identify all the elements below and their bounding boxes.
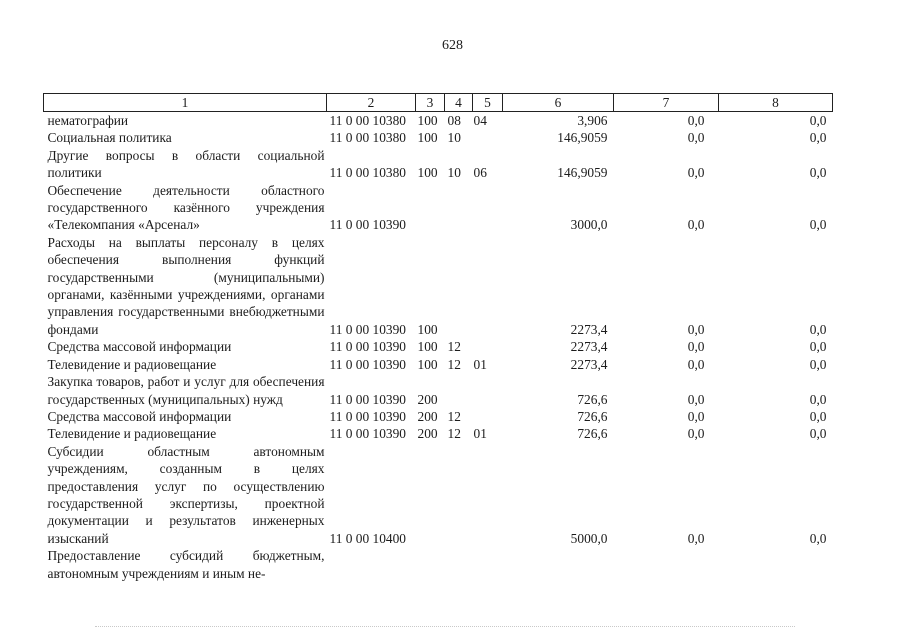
row-name: Обеспечение деятельности областного государственного казённого учреждения «Телекомпания «Арсенал»	[47, 182, 325, 233]
row-amount-col8	[719, 547, 833, 582]
row-expense-type-code: 200	[417, 408, 438, 424]
row-expense-type-code	[416, 182, 445, 234]
table-row	[44, 182, 833, 234]
row-subsection-code: 04	[473, 113, 487, 128]
row-amount-col8: 0,0	[809, 130, 827, 146]
table-row	[44, 147, 833, 182]
table-row	[44, 356, 833, 373]
row-expense-type-code	[416, 547, 445, 582]
row-subsection-code	[473, 182, 503, 234]
row-amount-col8: 0,0	[809, 339, 827, 355]
row-target-article-code: 11 0 00 10380	[329, 113, 406, 128]
row-section-code	[445, 182, 473, 234]
row-subsection-code	[473, 547, 503, 582]
row-section-code: 12	[447, 408, 461, 424]
row-amount-col6: 3000,0	[570, 217, 608, 233]
row-section-code	[445, 234, 473, 338]
row-expense-type-code: 100	[417, 339, 438, 355]
row-target-article-code: 11 0 00 10390	[329, 391, 406, 407]
row-amount-col8: 0,0	[809, 321, 827, 337]
row-section-code: 08	[447, 113, 461, 128]
row-subsection-code: 01	[473, 426, 487, 442]
row-target-article-code: 11 0 00 10390	[329, 426, 406, 442]
row-subsection-code	[473, 338, 503, 355]
row-amount-col6	[503, 547, 614, 582]
header-row	[44, 94, 833, 112]
header-col-3: 3	[416, 94, 445, 112]
header-col-5: 5	[473, 94, 503, 112]
row-name: Субсидии областным автономным учреждениям, созданным в целях предоставления услуг по осуществлению государственной экспертизы, проектной документации и результатов инженерных изысканий	[47, 443, 325, 546]
row-amount-col8: 0,0	[809, 356, 827, 372]
row-name: Средства массовой информации	[47, 339, 232, 355]
row-name: Закупка товаров, работ и услуг для обеспечения государственных (муниципальных) нужд	[47, 374, 325, 407]
row-expense-type-code	[416, 443, 445, 547]
row-expense-type-code: 100	[417, 165, 438, 181]
row-target-article-code: 11 0 00 10390	[329, 217, 406, 233]
budget-table	[43, 93, 833, 582]
row-target-article-code: 11 0 00 10390	[329, 339, 406, 355]
row-amount-col7: 0,0	[687, 391, 705, 407]
row-amount-col7: 0,0	[687, 530, 705, 546]
row-section-code	[445, 547, 473, 582]
row-amount-col6: 2273,4	[570, 356, 608, 372]
row-amount-col7: 0,0	[687, 321, 705, 337]
row-subsection-code: 01	[473, 356, 487, 372]
row-amount-col6: 726,6	[577, 391, 608, 407]
row-amount-col7	[614, 547, 719, 582]
row-subsection-code	[473, 234, 503, 338]
table-row	[44, 112, 833, 130]
row-target-article-code: 11 0 00 10390	[329, 356, 406, 372]
row-section-code: 12	[447, 356, 461, 372]
row-section-code: 10	[447, 165, 461, 181]
header-col-6: 6	[503, 94, 614, 112]
row-section-code: 12	[447, 426, 461, 442]
row-section-code	[445, 443, 473, 547]
row-name: нематографии	[47, 113, 129, 128]
page-number: 628	[442, 38, 463, 53]
row-amount-col7: 0,0	[687, 113, 705, 128]
row-target-article-code: 11 0 00 10390	[329, 408, 406, 424]
table-row	[44, 547, 833, 582]
row-expense-type-code: 100	[417, 356, 438, 372]
row-expense-type-code: 200	[417, 391, 438, 407]
row-subsection-code	[473, 408, 503, 425]
row-amount-col8: 0,0	[809, 408, 827, 424]
row-amount-col6: 2273,4	[570, 339, 608, 355]
row-amount-col8: 0,0	[809, 391, 827, 407]
table-header	[44, 94, 833, 112]
row-name: Средства массовой информации	[47, 408, 232, 424]
row-amount-col7: 0,0	[687, 130, 705, 146]
table-row	[44, 234, 833, 338]
row-target-article-code	[327, 547, 416, 582]
row-section-code	[445, 373, 473, 408]
row-section-code: 12	[447, 339, 461, 355]
table-row	[44, 373, 833, 408]
header-col-7: 7	[614, 94, 719, 112]
row-subsection-code	[473, 129, 503, 146]
table-body	[44, 112, 833, 582]
row-amount-col8: 0,0	[809, 426, 827, 442]
row-amount-col6: 146,9059	[557, 165, 608, 181]
row-amount-col7: 0,0	[687, 165, 705, 181]
row-amount-col6: 3,906	[577, 113, 608, 128]
table-row	[44, 129, 833, 146]
row-target-article-code: 11 0 00 10390	[329, 321, 406, 337]
row-name: Предоставление субсидий бюджетным, автономным учреждениям и иным не-	[47, 548, 325, 581]
row-expense-type-code: 100	[417, 321, 438, 337]
row-subsection-code	[473, 443, 503, 547]
row-expense-type-code: 100	[417, 113, 438, 128]
row-amount-col7: 0,0	[687, 426, 705, 442]
table-row	[44, 338, 833, 355]
row-expense-type-code: 100	[417, 130, 438, 146]
row-name: Расходы на выплаты персоналу в целях обеспечения выполнения функций государственными (муниципальными) органами, казёнными учреждениями, органами управления государственными внебюджетными фондами	[47, 234, 325, 337]
row-amount-col8: 0,0	[809, 217, 827, 233]
row-name: Социальная политика	[47, 130, 172, 146]
header-col-1: 1	[44, 94, 327, 112]
table-row	[44, 443, 833, 547]
header-col-4: 4	[445, 94, 473, 112]
header-col-2: 2	[327, 94, 416, 112]
row-amount-col6: 726,6	[577, 408, 608, 424]
row-name: Телевидение и радиовещание	[47, 356, 217, 372]
row-subsection-code	[473, 373, 503, 408]
row-amount-col6: 146,9059	[557, 130, 608, 146]
row-section-code: 10	[447, 130, 461, 146]
row-amount-col6: 726,6	[577, 426, 608, 442]
row-amount-col8: 0,0	[809, 530, 827, 546]
row-target-article-code: 11 0 00 10380	[329, 165, 406, 181]
row-amount-col8: 0,0	[809, 165, 827, 181]
table-row	[44, 425, 833, 442]
table-row	[44, 408, 833, 425]
row-amount-col7: 0,0	[687, 217, 705, 233]
row-amount-col6: 2273,4	[570, 321, 608, 337]
row-name: Другие вопросы в области социальной политики	[47, 147, 325, 181]
row-name: Телевидение и радиовещание	[47, 426, 217, 442]
header-col-8: 8	[719, 94, 833, 112]
row-amount-col6: 5000,0	[570, 530, 608, 546]
row-target-article-code: 11 0 00 10400	[329, 530, 406, 546]
row-amount-col7: 0,0	[687, 356, 705, 372]
row-amount-col8: 0,0	[809, 113, 827, 128]
row-amount-col7: 0,0	[687, 408, 705, 424]
row-target-article-code: 11 0 00 10380	[329, 130, 406, 146]
row-subsection-code: 06	[473, 165, 487, 181]
row-expense-type-code: 200	[417, 426, 438, 442]
scan-artifact-line	[95, 626, 795, 629]
row-amount-col7: 0,0	[687, 339, 705, 355]
